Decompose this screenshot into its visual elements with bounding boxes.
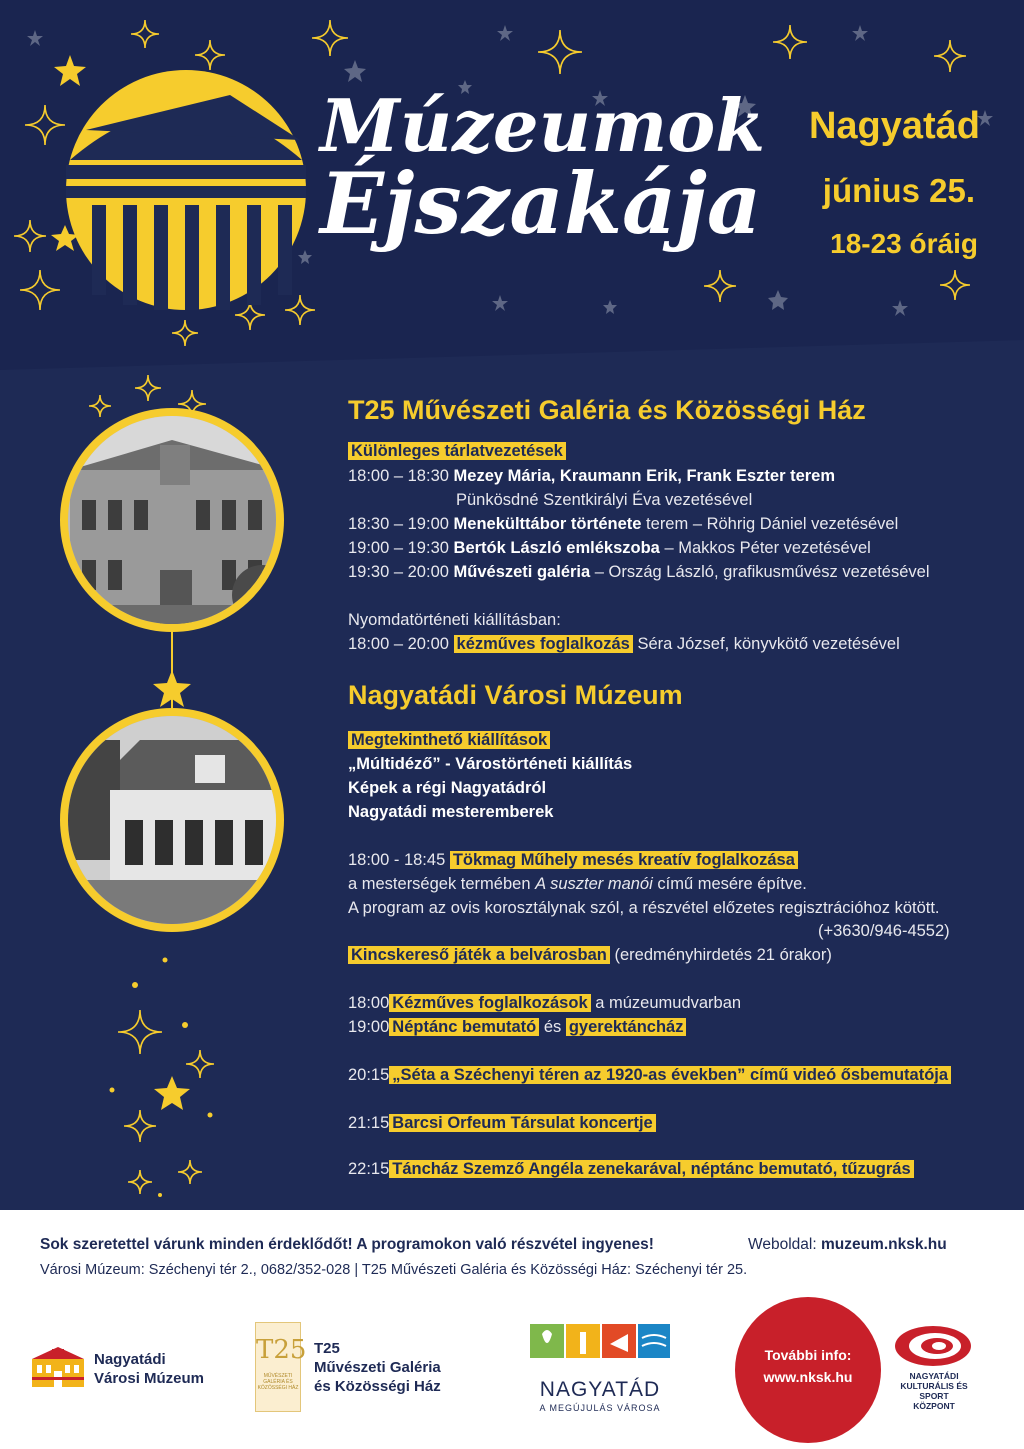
exhibit-1: Képek a régi Nagyatádról [348, 779, 547, 797]
footer-addresses: Városi Múzeum: Széchenyi tér 2., 0682/352-028 | T25 Művészeti Galéria és Közösségi Ház: Széchenyi tér 25. [40, 1262, 748, 1278]
tokmag-phone: (+3630/946-4552) [818, 922, 950, 940]
event-title [320, 82, 766, 253]
event-row-4: 22:15 Táncház Szemző Angéla zenekarával, néptánc bemutató, tűzugrás [348, 1158, 914, 1180]
tokmag-line2: a mesterségek termében A suszter manói című mesére építve. [348, 875, 807, 893]
s1-row-1: Pünkösdné Szentkirályi Éva vezetésével [456, 491, 753, 509]
museum-logo-emblem [66, 70, 306, 310]
nagyatad-logo-name: NAGYATÁD [539, 1378, 661, 1401]
nksk-logo-text: NAGYATÁDI KULTURÁLIS ÉS SPORT KÖZPONT [900, 1371, 968, 1411]
section1-title: T25 Művészeti Galéria és Közösségi Ház [348, 395, 866, 425]
event-title-line1: Múzeumok [320, 83, 766, 168]
event-time: 18-23 óráig [830, 228, 978, 259]
logo-t25-text: T25 Művészeti Galéria és Közösségi Ház [314, 1340, 441, 1395]
event-row-1: 19:00 Néptánc bemutató és gyerektáncház [348, 1016, 686, 1038]
t25-logo-small-text: MŰVÉSZETI GALÉRIA ÉS KÖZÖSSÉGI HÁZ [257, 1373, 299, 1391]
exhibit-0: „Múltidéző” - Várostörténeti kiállítás [348, 755, 633, 773]
s1-row-2: 18:30 – 19:00 Menekülttábor története terem – Röhrig Dániel vezetésével [348, 515, 899, 533]
tokmag-line3: A program az ovis korosztálynak szól, a részvétel előzetes regisztrációhoz kötött. [348, 899, 940, 917]
website-link[interactable]: muzeum.nksk.hu [820, 1236, 947, 1253]
print-intro: Nyomdatörténeti kiállításban: [348, 611, 561, 629]
t25-logo-mark: T25 [256, 1335, 307, 1365]
t25-logo [255, 1322, 307, 1412]
event-date: június 25. [822, 172, 975, 209]
footer-website: Weboldal: muzeum.nksk.hu [748, 1236, 947, 1253]
event-row-0: 18:00 Kézműves foglalkozások a múzeumudvarban [348, 994, 742, 1012]
tokmag-line1: 18:00 - 18:45 Tökmag Műhely mesés kreatív foglalkozása [348, 849, 798, 871]
city-name: Nagyatád [808, 105, 980, 147]
s1-row-3: 19:00 – 19:30 Bertók László emlékszoba – Makkos Péter vezetésével [348, 539, 871, 557]
logo-museum-text: Nagyatádi Városi Múzeum [94, 1351, 205, 1387]
info-badge-url[interactable]: www.nksk.hu [763, 1369, 853, 1385]
section1-badge: Különleges tárlatvezetések [348, 442, 566, 460]
treasure-hunt: Kincskereső játék a belvárosban (eredményhirdetés 21 órakor) [348, 944, 832, 966]
nagyatad-city-logo [530, 1322, 670, 1378]
nksk-swirl-logo [893, 1322, 973, 1368]
exhibit-2: Nagyatádi mesteremberek [348, 803, 554, 821]
footer-welcome: Sok szeretettel várunk minden érdeklődőt! A programokon való részvétel ingyenes! [40, 1236, 654, 1253]
event-row-2: 20:15 „Séta a Széchenyi téren az 1920-as években” című videó ősbemutatója [348, 1064, 951, 1086]
s1-row-0: 18:00 – 18:30 Mezey Mária, Kraumann Erik, Frank Eszter terem [348, 467, 836, 485]
info-badge-label: További info: [764, 1347, 852, 1363]
museum-building-icon [30, 1345, 86, 1389]
event-row-3: 21:15 Barcsi Orfeum Társulat koncertje [348, 1112, 656, 1134]
section2-title: Nagyatádi Városi Múzeum [348, 680, 683, 710]
section2-badge: Megtekinthető kiállítások [348, 731, 550, 749]
info-badge[interactable] [735, 1297, 881, 1443]
nagyatad-logo-tagline: A MEGÚJULÁS VÁROSA [539, 1403, 661, 1413]
s1-row-4: 19:30 – 20:00 Művészeti galéria – Ország László, grafikusművész vezetésével [348, 563, 930, 581]
print-workshop: 18:00 – 20:00 kézműves foglalkozás Séra József, könyvkötő vezetésével [348, 635, 900, 653]
event-title-line2: Éjszakája [320, 154, 762, 253]
